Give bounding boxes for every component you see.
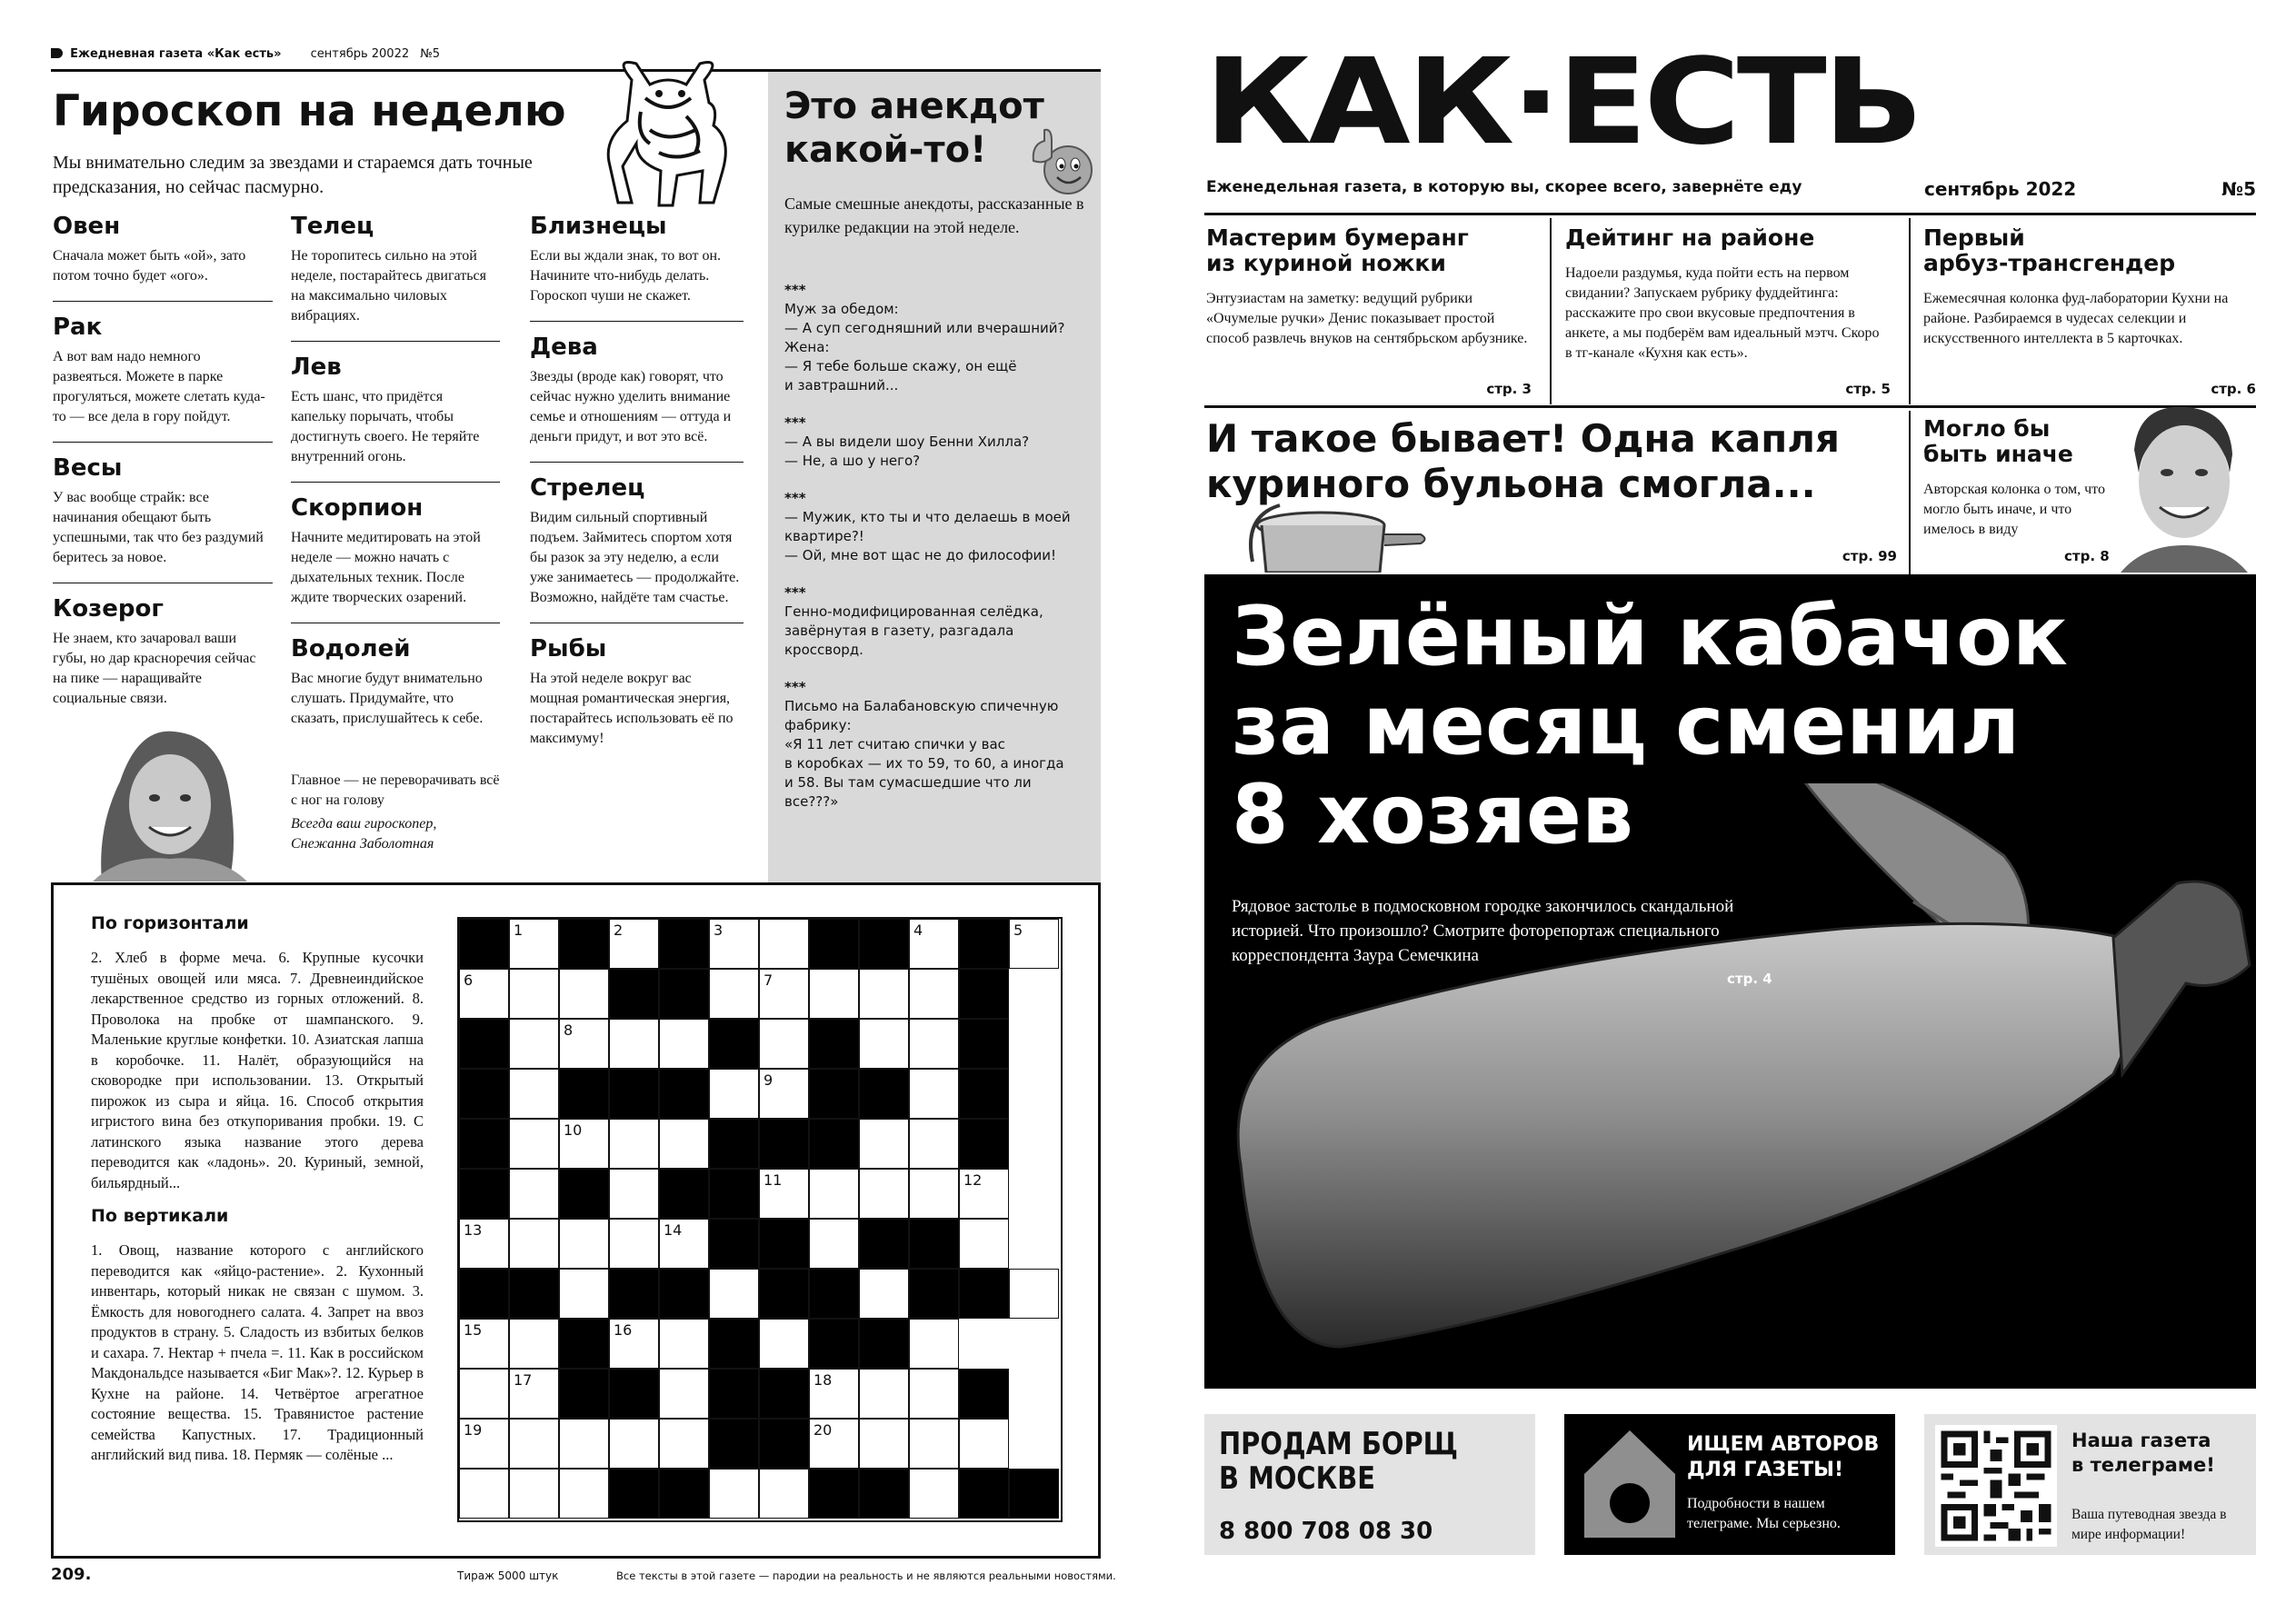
columnist-photo [2107, 400, 2256, 573]
crossword-black-cell [759, 1119, 809, 1169]
down-clues: 1. Овощ, название которого с английского переводится как «яйцо-растение». 2. Кухонный инвентарь, который никак не связан с шумом. 3. Ёмкость для новогоднего салата. 4. Запрет на ввоз продуктов в страну. 5. Сладость из взбитых белков и сахара. 7. Нектар + пчела =. 11. Как в российском Макдональдсе называется «Биг Мак»?. 12. Курьер в Кухне на районе. 14. Четвёртое агрегатное состояние вещества. 15. Травянистое растение семейства Капустных. 17. Традиционный английский вид пива. 18. Пермяк — солёные ... [91, 1241, 424, 1463]
crossword-cell[interactable] [959, 1219, 1009, 1269]
hero-block [1204, 574, 2256, 1389]
crossword-cell[interactable] [559, 1019, 609, 1069]
crossword-cell-number: 18 [814, 1371, 833, 1389]
sign-text: Не знаем, кто зачаровал ваши губы, но дар красноречия сейчас на пике — наращивайте социальные связи. [53, 631, 256, 706]
across-clues: 2. Хлеб в форме меча. 6. Крупные кусочки тушёных овощей или мяса. 7. Древнеиндийское лекарственное средство из горных отложений. 8. Проволока на пробке от шампанского. 9. Маленькие круглые конфетки. 10. Азиатская лапша в коробочке. 11. Налёт, образующийся на сковородке при использовании. 13. Открытый пирожок из сыра и яйца. 16. Способ открытия игристого вина без откупоривания пробки. 19. С латинского языка название этого дерева переводится как «ладонь». 20. Куриный, земной, бильярдный... [91, 949, 424, 1191]
crossword-cell[interactable] [759, 969, 809, 1019]
column-page[interactable]: стр. 8 [2064, 548, 2110, 564]
crossword-black-cell [709, 1019, 759, 1069]
crossword-cell[interactable] [909, 1069, 959, 1119]
sign-name: Близнецы [530, 213, 667, 240]
story-title: Первый арбуз-трансгендер [1923, 224, 2176, 276]
masthead: КАК·ЕСТЬ [1204, 33, 1921, 172]
joke-separator: *** [784, 282, 806, 298]
crossword-black-cell [709, 1419, 759, 1469]
footer-disclaimer: Все тексты в этой газете — пародии на реальность и не являются реальными новостями. [616, 1569, 1116, 1582]
sign-ryby [530, 634, 744, 749]
crossword-black-cell [809, 1119, 859, 1169]
crossword-cell[interactable] [859, 1369, 909, 1419]
crossword-cell[interactable] [659, 1419, 709, 1469]
crossword-black-cell [659, 919, 709, 969]
sign-text: На этой неделе вокруг вас мощная романтическая энергия, постарайтесь использовать её по максимуму! [530, 671, 734, 746]
ad-telegram-title: Наша газета в телеграме! [2071, 1430, 2215, 1476]
crossword-black-cell [809, 1069, 859, 1119]
sign-name: Рыбы [530, 635, 607, 663]
sign-name: Лев [291, 354, 342, 381]
masthead-date: сентябрь 2022 [1924, 178, 2077, 200]
story-page[interactable]: стр. 5 [1845, 381, 1891, 397]
crossword-cell[interactable] [659, 1369, 709, 1419]
crossword-black-cell [459, 1019, 509, 1069]
crossword-cell-number: 7 [764, 971, 774, 989]
crossword-cell[interactable] [759, 1019, 809, 1069]
hero-headline: Зелёный кабачок за месяц сменил 8 хозяев [1232, 589, 2068, 862]
crossword-black-cell [709, 1219, 759, 1269]
down-title: По вертикали [91, 1206, 229, 1226]
sign-text: Начните медитировать на этой неделе — можно начать с дыхательных техник. После ждите творческих озарений. [291, 530, 481, 605]
crossword-cell[interactable] [609, 1319, 659, 1369]
crossword-black-cell [809, 1469, 859, 1519]
hero-page[interactable]: стр. 4 [1727, 971, 1772, 987]
crossword-black-cell [659, 1269, 709, 1319]
crossword-black-cell [959, 1069, 1009, 1119]
crossword-black-cell [659, 1169, 709, 1219]
horoscope-intro: Мы внимательно следим за звездами и стараемся дать точные предсказания, но сейчас пасмурно. [53, 153, 533, 197]
crossword-black-cell [959, 1119, 1009, 1169]
crossword-black-cell [559, 919, 609, 969]
crossword-cell[interactable] [909, 1419, 959, 1469]
jokes-panel [768, 72, 1101, 882]
sign-name: Овен [53, 213, 121, 240]
crossword-cell[interactable] [559, 1419, 609, 1469]
tagline: Еженедельная газета, в которую вы, скорее всего, завернёте еду [1206, 178, 1802, 196]
crossword-cell[interactable] [509, 919, 559, 969]
crossword-black-cell [859, 1469, 909, 1519]
crossword-cell[interactable] [709, 919, 759, 969]
crossword-cell[interactable] [909, 1169, 959, 1219]
crossword-black-cell [609, 1469, 659, 1519]
column-title: Могло бы быть иначе [1923, 415, 2073, 467]
crossword-black-cell [859, 1219, 909, 1269]
crossword-cell[interactable] [559, 1269, 609, 1319]
crossword-cell-number: 16 [614, 1321, 633, 1339]
sign-lev [291, 353, 500, 467]
divider [530, 462, 744, 463]
story-title: Мастерим бумеранг из куриной ножки [1206, 224, 1469, 276]
divider [291, 341, 500, 342]
feature-divider [1909, 411, 1911, 574]
crossword-cell-number: 20 [814, 1421, 833, 1439]
story-title: Дейтинг на районе [1565, 224, 1815, 251]
ad-telegram-text: Ваша путеводная звезда в мире информации! [2071, 1507, 2227, 1542]
crossword-cell[interactable] [809, 1369, 859, 1419]
crossword-black-cell [809, 1319, 859, 1369]
crossword-clues [91, 913, 424, 1466]
tagline-row [1206, 178, 2256, 200]
crossword-black-cell [609, 1069, 659, 1119]
crossword-cell[interactable] [809, 1169, 859, 1219]
signature-line-1: Всегда ваш гироскопер, [291, 816, 437, 832]
crossword-black-cell [559, 1319, 609, 1369]
crossword-cell[interactable] [559, 969, 609, 1019]
crossword-cell-number: 15 [464, 1321, 483, 1339]
story-text: Энтузиастам на заметку: ведущий рубрики «Очумелые ручки» Денис показывает простой способ развлечь внуков на сентябрьском арбузнике. [1206, 291, 1528, 346]
house-icon [1581, 1427, 1679, 1541]
author-photo [84, 718, 253, 882]
crossword-cell-number: 4 [913, 922, 923, 939]
crossword-cell[interactable] [509, 1369, 559, 1419]
crossword-cell[interactable] [1009, 919, 1059, 969]
crossword-black-cell [959, 1269, 1009, 1319]
crossword-black-cell [1009, 1469, 1059, 1519]
story-divider [1909, 218, 1911, 404]
horoscope-column-3 [530, 212, 744, 749]
story-divider [1550, 218, 1552, 404]
horoscope-column-1 [53, 212, 273, 709]
crossword-cell[interactable] [909, 919, 959, 969]
crossword-cell[interactable] [1009, 1269, 1059, 1319]
crossword-cell[interactable] [909, 1119, 959, 1169]
footer-page-number: 209. [51, 1565, 92, 1584]
qr-code-icon[interactable] [1935, 1425, 2057, 1547]
joke-separator: *** [784, 490, 806, 506]
crossword-cell[interactable] [609, 1169, 659, 1219]
crossword-cell-number: 1 [514, 922, 524, 939]
horoscope-column-2 [291, 212, 500, 729]
sign-text: Видим сильный спортивный подъем. Займитесь спортом хотя бы разок за эту неделю, а если уже занимаетесь — продолжайте. Возможно, найдёте там счастье. [530, 510, 740, 605]
hero-text: Рядовое застолье в подмосковном городке закончилось скандальной историей. Что произошло? Смотрите фоторепортаж специального корреспондента Заура Семечкина [1232, 897, 1734, 965]
crossword-cell[interactable] [509, 1019, 559, 1069]
crossword-cell[interactable] [459, 1419, 509, 1469]
column-text: Авторская колонка о том, что могло быть иначе, и что имелось в виду [1923, 482, 2105, 537]
crossword-cell[interactable] [959, 1169, 1009, 1219]
crossword-cell[interactable] [509, 1319, 559, 1369]
paper-logo-icon [51, 48, 63, 58]
sign-rak [53, 313, 273, 427]
crossword-cell-number: 19 [464, 1421, 483, 1439]
crossword-black-cell [559, 1369, 609, 1419]
crossword-cell[interactable] [709, 1469, 759, 1519]
crossword-black-cell [959, 969, 1009, 1019]
sign-name: Телец [291, 213, 374, 240]
crossword-cell[interactable] [559, 1119, 609, 1169]
crossword-cell[interactable] [709, 1269, 759, 1319]
ad-authors-text: Подробности в нашем телеграме. Мы серьезно. [1687, 1496, 1841, 1531]
story-text: Ежемесячная колонка фуд-лаборатории Кухни на районе. Разбираемся в чудесах селекции и искусственного интеллекта в 5 карточках. [1923, 291, 2229, 346]
crossword-cell[interactable] [859, 1019, 909, 1069]
crossword-cell-number: 2 [614, 922, 624, 939]
crossword-black-cell [559, 1169, 609, 1219]
crossword-cell[interactable] [809, 969, 859, 1019]
crossword-black-cell [659, 1469, 709, 1519]
horoscope-title: Гироскоп на неделю [53, 86, 566, 136]
ad-authors[interactable] [1564, 1414, 1895, 1555]
crossword-cell-number: 12 [963, 1171, 983, 1189]
crossword-black-cell [759, 1419, 809, 1469]
jokes-title: Это анекдот какой-то! [784, 85, 1044, 171]
masthead-rule [1204, 213, 2256, 215]
sign-name: Стрелец [530, 474, 645, 502]
crossword-cell[interactable] [609, 1119, 659, 1169]
crossword-cell-number: 8 [564, 1021, 574, 1039]
ad-authors-title: ИЩЕМ АВТОРОВ ДЛЯ ГАЗЕТЫ! [1687, 1433, 1880, 1481]
crossword-cell[interactable] [509, 1119, 559, 1169]
crossword-black-cell [709, 1169, 759, 1219]
crossword-cell-number: 10 [564, 1121, 583, 1139]
sign-text: У вас вообще страйк: все начинания обещают быть успешными, так что без раздумий беритесь за новое. [53, 490, 264, 565]
crossword-black-cell [459, 1119, 509, 1169]
crossword-black-cell [559, 1069, 609, 1119]
pot-icon [1234, 498, 1430, 573]
crossword-cell[interactable] [459, 1319, 509, 1369]
feature-title: И такое бывает! Одна капля куриного бульона смогла... [1206, 416, 1840, 506]
sign-skorpion [291, 493, 500, 608]
crossword-black-cell [709, 1119, 759, 1169]
sign-strelec [530, 473, 744, 608]
joke-separator: *** [784, 679, 806, 695]
smiley-thumbs-up-icon [1024, 125, 1097, 197]
sign-vodoley [291, 634, 500, 729]
crossword-cell-number: 11 [764, 1171, 783, 1189]
crossword-black-cell [859, 1069, 909, 1119]
crossword-cell[interactable] [559, 1469, 609, 1519]
crossword-cell-number: 13 [464, 1221, 483, 1239]
crossword-black-cell [459, 1269, 509, 1319]
sign-text: Звезды (вроде как) говорят, что сейчас нужно уделить внимание семье и отношениям — оттуда и деньги придут, и вот это всё. [530, 369, 732, 444]
crossword-cell[interactable] [609, 1419, 659, 1469]
crossword-black-cell [659, 969, 709, 1019]
crossword-cell[interactable] [709, 969, 759, 1019]
crossword-cell[interactable] [859, 969, 909, 1019]
sign-telec [291, 212, 500, 326]
left-page-header [51, 47, 687, 67]
header-paper-name: Ежедневная газета «Как есть» [70, 47, 282, 61]
sign-name: Рак [53, 314, 103, 341]
crossword-black-cell [809, 1019, 859, 1069]
sign-oven [53, 212, 273, 286]
divider [53, 301, 273, 302]
crossword-black-cell [459, 1069, 509, 1119]
crossword-cell[interactable] [759, 1319, 809, 1369]
crossword-cell[interactable] [459, 1469, 509, 1519]
crossword-cell[interactable] [659, 1119, 709, 1169]
ad-borsch[interactable] [1204, 1414, 1535, 1555]
signature-line-2: Снежанна Заболотная [291, 836, 434, 852]
story-page[interactable]: стр. 3 [1486, 381, 1532, 397]
crossword-black-cell [709, 1369, 759, 1419]
crossword-cell[interactable] [659, 1019, 709, 1069]
crossword-cell[interactable] [859, 1119, 909, 1169]
sign-name: Козерог [53, 595, 164, 623]
crossword-cell[interactable] [759, 1469, 809, 1519]
crossword-cell[interactable] [459, 1369, 509, 1419]
crossword-cell-number: 9 [764, 1071, 774, 1089]
crossword-cell-number: 6 [464, 971, 474, 989]
crossword-cell-number: 17 [514, 1371, 533, 1389]
story-2 [1565, 225, 1902, 403]
zucchini-image [1204, 783, 2256, 1389]
header-issue: №5 [420, 47, 441, 61]
crossword-cell-number: 14 [664, 1221, 683, 1239]
crossword-cell[interactable] [609, 919, 659, 969]
crossword-black-cell [859, 1319, 909, 1369]
sign-text: Если вы ждали знак, то вот он. Начините что-нибудь делать. Гороскоп чуши не скажет. [530, 248, 722, 304]
crossword-cell[interactable] [459, 1219, 509, 1269]
horoscope-signature [291, 814, 509, 854]
story-text: Надоели раздумья, куда пойти есть на первом свидании? Запускаем рубрику фуддейтинга: расскажите про свои вкусовые предпочтения в анкете, а мы подберём вам идеальный мэтч. Скоро в тг-канале «Кухня как есть». [1565, 265, 1880, 361]
crossword-cell[interactable] [609, 1019, 659, 1069]
crossword-cell-number: 3 [714, 922, 724, 939]
crossword-cell[interactable] [509, 1219, 559, 1269]
divider [530, 321, 744, 322]
crossword-cell[interactable] [709, 1069, 759, 1119]
story-3 [1923, 225, 2256, 403]
crossword-cell[interactable] [909, 1369, 959, 1419]
crossword-cell[interactable] [659, 1319, 709, 1369]
crossword-cell[interactable] [759, 1069, 809, 1119]
sign-name: Весы [53, 454, 123, 482]
sign-name: Водолей [291, 635, 411, 663]
crossword-cell[interactable] [509, 1169, 559, 1219]
header-date: сентябрь 20022 [310, 47, 410, 61]
crossword-cell[interactable] [509, 1069, 559, 1119]
sign-name: Дева [530, 334, 598, 361]
joke-item: — Мужик, кто ты и что делаешь в моей квартире?! — Ой, мне вот щас не до философии! [784, 509, 1071, 563]
ad-telegram[interactable] [1924, 1414, 2256, 1555]
jokes-list [784, 281, 1084, 812]
crossword-cell[interactable] [809, 1419, 859, 1469]
crossword-cell[interactable] [859, 1419, 909, 1469]
crossword-cell[interactable] [509, 969, 559, 1019]
crossword-cell[interactable] [759, 1169, 809, 1219]
crossword-black-cell [959, 1369, 1009, 1419]
sign-text: Сначала может быть «ой», зато потом точно будет «ого». [53, 248, 246, 284]
crossword-black-cell [609, 1269, 659, 1319]
crossword-cell[interactable] [859, 1169, 909, 1219]
crossword-cell[interactable] [609, 1219, 659, 1269]
crossword-cell-number: 5 [1013, 922, 1023, 939]
joke-item: Письмо на Балабановскую спичечную фабрику: «Я 11 лет считаю спички у вас в коробках — их то 59, то 60, а иногда и 58. Вы там сумасшедшие что ли все???» [784, 698, 1064, 810]
feature-page[interactable]: стр. 99 [1842, 548, 1897, 564]
joke-item: — А вы видели шоу Бенни Хилла? — Не, а шо у него? [784, 433, 1030, 469]
crossword-black-cell [809, 1269, 859, 1319]
joke-separator: *** [784, 584, 806, 601]
joke-item: Муж за обедом: — А суп сегодняшний или вчерашний? Жена: — Я тебе больше скажу, он ещё и завтрашний... [784, 301, 1065, 394]
masthead-issue: №5 [2221, 178, 2256, 200]
sign-kozerog [53, 594, 273, 709]
crossword-black-cell [509, 1269, 559, 1319]
sign-bliznecy [530, 212, 744, 306]
joke-item: Генно-модифицированная селёдка, завёрнутая в газету, разгадала кроссворд. [784, 603, 1043, 658]
stories-rule [1204, 405, 2256, 408]
crossword-black-cell [909, 1219, 959, 1269]
crossword-cell[interactable] [659, 1219, 709, 1269]
crossword-black-cell [959, 1469, 1009, 1519]
sign-text: А вот вам надо немного развеяться. Можете в парке прогуляться, можете слетать куда-то — все дела в гору пойдут. [53, 349, 265, 424]
crossword-cell[interactable] [909, 1469, 959, 1519]
crossword-grid [457, 917, 1063, 1522]
sign-name: Скорпион [291, 494, 424, 522]
crossword-black-cell [909, 1269, 959, 1319]
crossword-black-cell [809, 919, 859, 969]
crossword-cell[interactable] [509, 1419, 559, 1469]
crossword-cell[interactable] [909, 969, 959, 1019]
crossword-black-cell [709, 1319, 759, 1369]
crossword-black-cell [959, 1019, 1009, 1069]
crossword-black-cell [609, 1369, 659, 1419]
crossword-cell[interactable] [909, 1019, 959, 1069]
crossword-black-cell [609, 969, 659, 1019]
sign-text: Не торопитесь сильно на этой неделе, постарайтесь двигаться на максимально чиловых вибрациях. [291, 248, 486, 324]
crossword-cell[interactable] [909, 1319, 959, 1369]
crossword-black-cell [459, 1169, 509, 1219]
crossword-black-cell [759, 1369, 809, 1419]
crossword-cell[interactable] [959, 1419, 1009, 1469]
sign-vesy [53, 453, 273, 568]
jokes-intro: Самые смешные анекдоты, рассказанные в курилке редакции на этой неделе. [784, 194, 1084, 236]
story-page[interactable]: стр. 6 [2211, 381, 2256, 397]
crossword-cell[interactable] [809, 1219, 859, 1269]
sign-deva [530, 333, 744, 447]
footer-print-run: Тираж 5000 штук [457, 1569, 559, 1582]
crossword-black-cell [759, 1269, 809, 1319]
crossword-cell[interactable] [509, 1469, 559, 1519]
crossword-black-cell [859, 919, 909, 969]
crossword-cell[interactable] [559, 1219, 609, 1269]
ad-borsch-phone: 8 800 708 08 30 [1219, 1518, 1433, 1545]
story-1 [1206, 225, 1542, 403]
divider [291, 482, 500, 483]
ad-borsch-title: ПРОДАМ БОРЩ В МОСКВЕ [1219, 1426, 1458, 1497]
sign-text: Есть шанс, что придётся капельку порычать, чтобы достигнуть своего. Не теряйте внутренний огонь. [291, 389, 480, 464]
crossword-black-cell [759, 1219, 809, 1269]
crossword-black-cell [659, 1069, 709, 1119]
crossword-cell[interactable] [459, 969, 509, 1019]
joke-separator: *** [784, 414, 806, 431]
horoscope-closing: Главное — не переворачивать всё с ног на голову [291, 772, 500, 808]
bull-icon [595, 53, 741, 212]
sign-text: Вас многие будут внимательно слушать. Придумайте, что сказать, прислушайтесь к себе. [291, 671, 484, 726]
divider [53, 442, 273, 443]
crossword-black-cell [959, 919, 1009, 969]
crossword-black-cell [459, 919, 509, 969]
crossword-cell[interactable] [759, 919, 809, 969]
crossword-cell[interactable] [859, 1269, 909, 1319]
across-title: По горизонтали [91, 913, 249, 933]
